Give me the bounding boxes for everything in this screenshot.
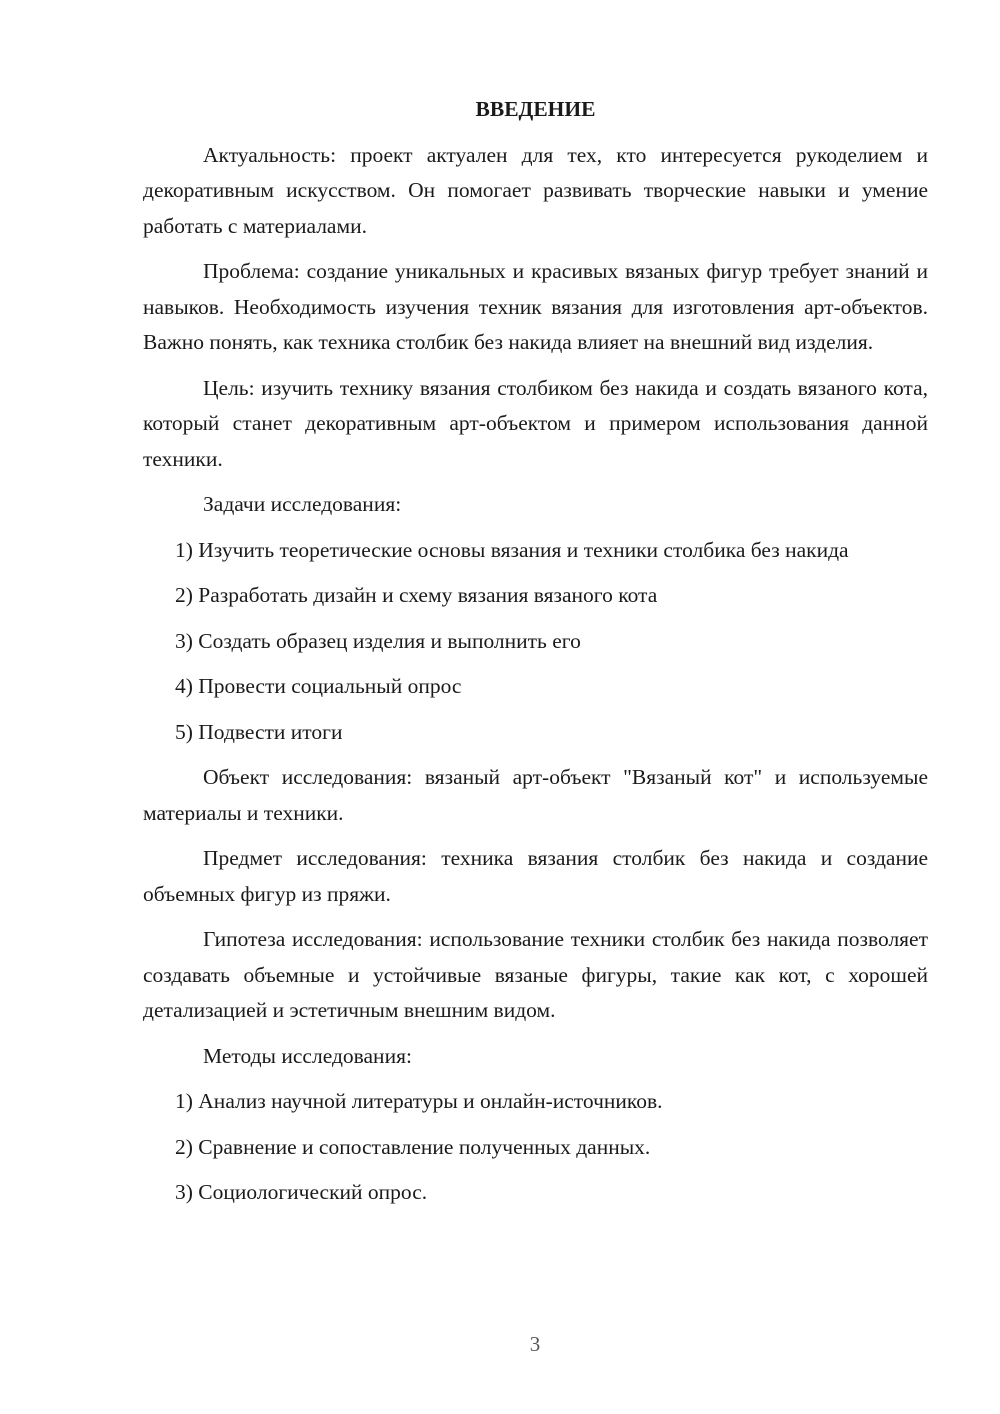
goal-paragraph: Цель: изучить технику вязания столбиком без накида и создать вязаного кота, который станет декоративным арт-объектом и примером использования данной техники. bbox=[143, 375, 928, 471]
list-item: 3) Создать образец изделия и выполнить его bbox=[175, 628, 581, 653]
subject-paragraph: Предмет исследования: техника вязания столбик без накида и создание объемных фигур из пряжи. bbox=[143, 846, 928, 906]
list-item: 2) Сравнение и сопоставление полученных данных. bbox=[175, 1134, 651, 1159]
list-item: 1) Анализ научной литературы и онлайн-источников. bbox=[175, 1089, 663, 1113]
hypothesis-paragraph: Гипотеза исследования: использование техники столбик без накида позволяет создавать объемные и устойчивые вязаные фигуры, такие как кот, с хорошей детализацией и эстетичным внешним видом. bbox=[143, 927, 928, 1022]
page-content bbox=[143, 92, 928, 1221]
object-paragraph: Объект исследования: вязаный арт-объект "Вязаный кот" и используемые материалы и техники. bbox=[143, 765, 928, 825]
page-number: 3 bbox=[529, 1332, 541, 1356]
methods-heading: Методы исследования: bbox=[203, 1043, 412, 1068]
problem-paragraph: Проблема: создание уникальных и красивых вязаных фигур требует знаний и навыков. Необходимость изучения техник вязания для изготовления арт-объектов. Важно понять, как техника столбик без накида влияет на внешний вид изделия. bbox=[143, 259, 928, 354]
tasks-heading: Задачи исследования: bbox=[203, 492, 402, 516]
list-item: 2) Разработать дизайн и схему вязания вязаного кота bbox=[175, 583, 658, 607]
relevance-paragraph: Актуальность: проект актуален для тех, кто интересуется рукоделием и декоративным искусством. Он помогает развивать творческие навыки и умение работать с материалами. bbox=[143, 142, 928, 238]
list-item: 3) Социологический опрос. bbox=[175, 1180, 428, 1204]
list-item: 4) Провести социальный опрос bbox=[175, 674, 462, 698]
section-title: ВВЕДЕНИЕ bbox=[475, 97, 596, 121]
list-item: 5) Подвести итоги bbox=[175, 719, 343, 744]
tasks-list bbox=[143, 533, 928, 751]
methods-list bbox=[143, 1084, 928, 1211]
list-item: 1) Изучить теоретические основы вязания и техники столбика без накида bbox=[175, 537, 849, 562]
